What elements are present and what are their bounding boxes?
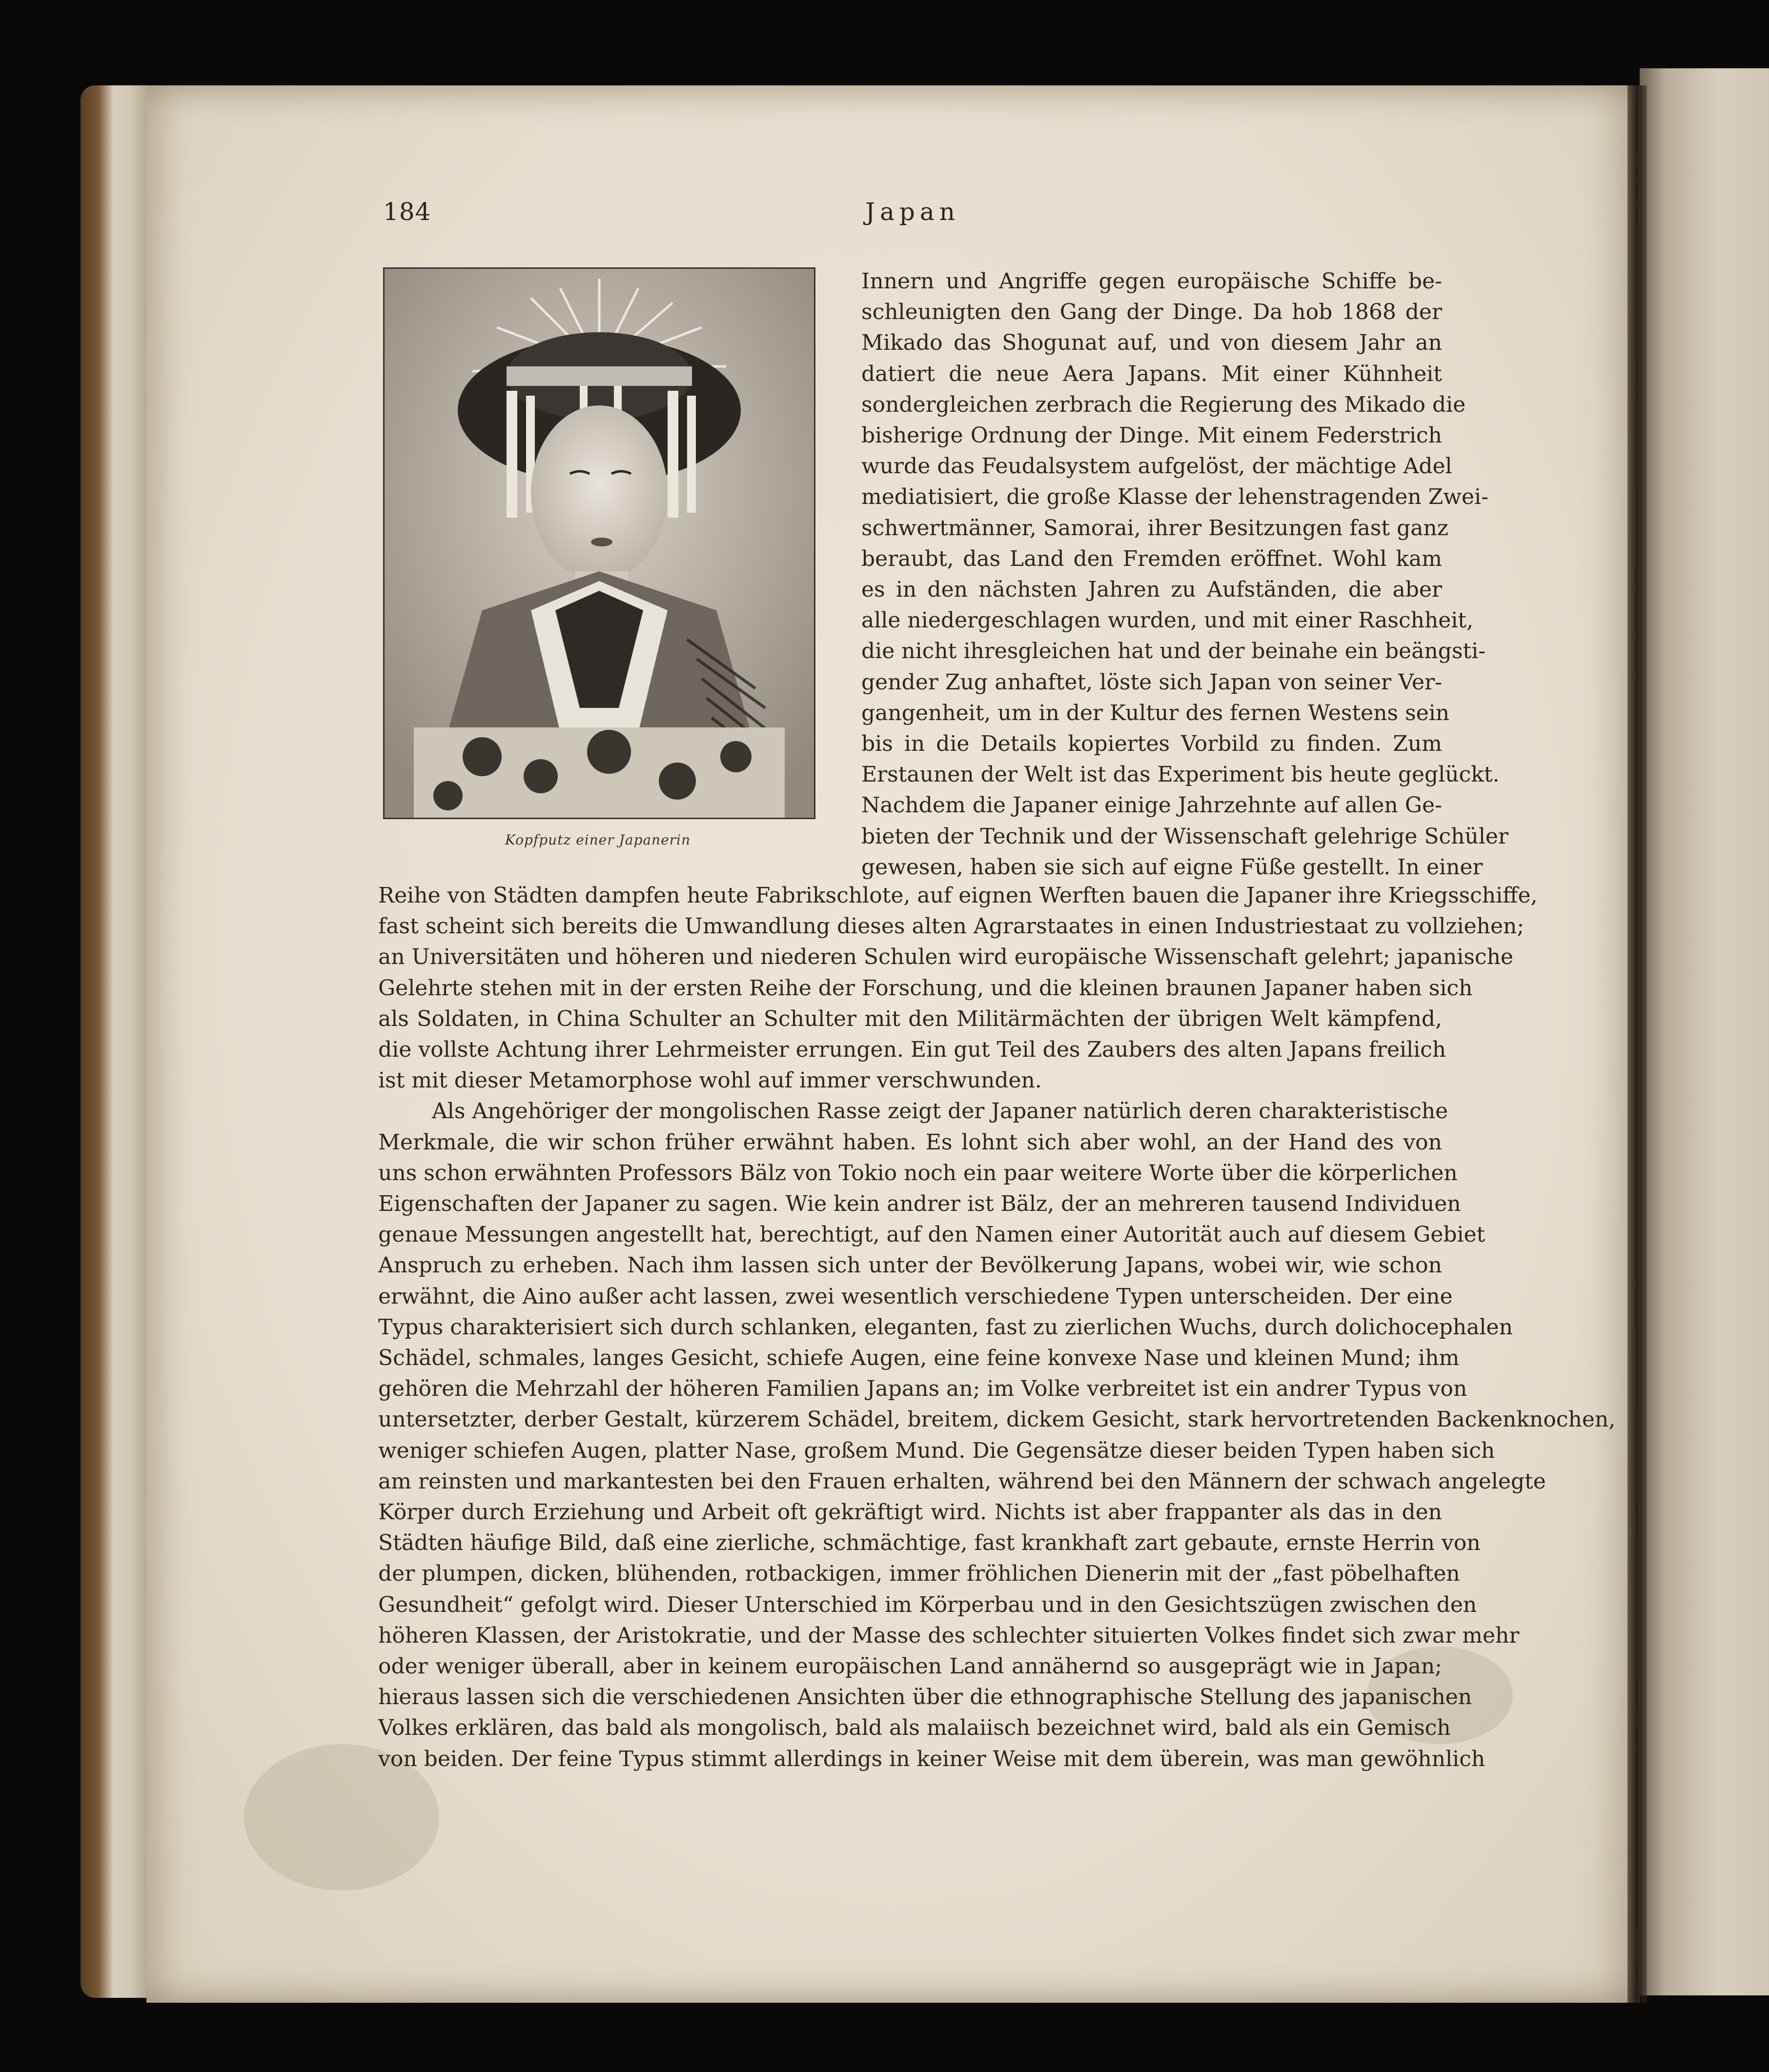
text-line: ist mit dieser Metamorphose wohl auf immer verschwunden. <box>378 1068 1042 1093</box>
text-line: Anspruch zu erheben. Nach ihm lassen sich unter der Bevölkerung Japans, wobei wir, wie schon <box>378 1253 1442 1278</box>
text-line: erwähnt, die Aino außer acht lassen, zwei wesentlich verschiedene Typen unterscheiden. Der eine <box>378 1284 1453 1309</box>
text-line: bisherige Ordnung der Dinge. Mit einem Federstrich <box>861 423 1442 448</box>
text-line: uns schon erwähnten Professors Bälz von Tokio noch ein paar weitere Worte über die körperlichen <box>378 1160 1458 1186</box>
portrait-image <box>385 269 814 818</box>
book-gutter <box>1627 85 1647 2003</box>
text-line: Gesundheit“ gefolgt wird. Dieser Unterschied im Körperbau und in den Gesichtszügen zwischen den <box>378 1592 1477 1617</box>
text-line: der plumpen, dicken, blühenden, rotbackigen, immer fröhlichen Dienerin mit der „fast pöbelhaften <box>378 1561 1460 1587</box>
full-width-text <box>378 880 1616 1774</box>
right-column-text <box>861 266 1508 883</box>
page-number: 184 <box>383 198 431 226</box>
text-line: am reinsten und markantesten bei den Frauen erhalten, während bei den Männern der schwach angelegte <box>378 1469 1546 1494</box>
running-head: Japan <box>865 198 960 226</box>
text-line: Gelehrte stehen mit in der ersten Reihe der Forschung, und die kleinen braunen Japaner haben sich <box>378 975 1473 1001</box>
text-line: bis in die Details kopiertes Vorbild zu finden. Zum <box>861 731 1442 757</box>
figure-caption: Kopfputz einer Japanerin <box>505 832 691 848</box>
text-line: Innern und Angriffe gegen europäische Schiffe be- <box>861 269 1442 294</box>
text-line: an Universitäten und höheren und niederen Schulen wird europäische Wissenschaft gelehrt; japanische <box>378 945 1513 970</box>
text-line: hieraus lassen sich die verschiedenen Ansichten über die ethnographische Stellung des japanischen <box>378 1685 1472 1710</box>
text-line: sondergleichen zerbrach die Regierung des Mikado die <box>861 392 1466 417</box>
text-line: Städten häufige Bild, daß eine zierliche, schmächtige, fast krankhaft zart gebaute, ernste Herrin von <box>378 1530 1481 1556</box>
book-edge <box>81 85 154 1998</box>
next-page-edge <box>1640 68 1769 1995</box>
text-line: höheren Klassen, der Aristokratie, und der Masse des schlechter situierten Volkes findet sich zwar mehr <box>378 1623 1520 1648</box>
text-line: die nicht ihresgleichen hat und der beinahe ein beängsti- <box>861 639 1486 664</box>
text-line: fast scheint sich bereits die Umwandlung dieses alten Agrarstaates in einen Industriestaat zu vollziehen; <box>378 914 1525 939</box>
text-line: Erstaunen der Welt ist das Experiment bis heute geglückt. <box>861 762 1500 787</box>
text-line: Mikado das Shogunat auf, und von diesem Jahr an <box>861 330 1442 356</box>
text-line: untersetzter, derber Gestalt, kürzerem Schädel, breitem, dickem Gesicht, stark hervortretenden Backenknochen, <box>378 1407 1616 1432</box>
text-line: gender Zug anhaftet, löste sich Japan von seiner Ver- <box>861 669 1442 695</box>
text-line: Eigenschaften der Japaner zu sagen. Wie kein andrer ist Bälz, der an mehreren tausend Individuen <box>378 1191 1461 1217</box>
text-line: Volkes erklären, das bald als mongolisch, bald als malaiisch bezeichnet wird, bald als ein Gemisch <box>378 1715 1451 1741</box>
text-line: alle niedergeschlagen wurden, und mit einer Raschheit, <box>861 608 1474 633</box>
text-line: als Soldaten, in China Schulter an Schulter mit den Militärmächten der übrigen Welt kämpfend, <box>378 1006 1442 1031</box>
text-line: datiert die neue Aera Japans. Mit einer Kühnheit <box>861 361 1442 386</box>
text-line: es in den nächsten Jahren zu Aufständen, die aber <box>861 577 1442 603</box>
text-line: oder weniger überall, aber in keinem europäischen Land annähernd so ausgeprägt wie in Japan; <box>378 1654 1442 1679</box>
text-line: Als Angehöriger der mongolischen Rasse zeigt der Japaner natürlich deren charakteristische <box>432 1099 1448 1124</box>
text-line: wurde das Feudalsystem aufgelöst, der mächtige Adel <box>861 454 1452 479</box>
text-line: beraubt, das Land den Fremden eröffnet. Wohl kam <box>861 546 1442 571</box>
text-line: Merkmale, die wir schon früher erwähnt haben. Es lohnt sich aber wohl, an der Hand des von <box>378 1129 1442 1155</box>
text-line: weniger schiefen Augen, platter Nase, großem Mund. Die Gegensätze dieser beiden Typen haben sich <box>378 1438 1495 1463</box>
text-line: gewesen, haben sie sich auf eigne Füße gestellt. In einer <box>861 854 1483 880</box>
text-line: die vollste Achtung ihrer Lehrmeister errungen. Ein gut Teil des Zaubers des alten Japans freilich <box>378 1037 1446 1063</box>
portrait-illustration <box>383 267 815 819</box>
text-line: gehören die Mehrzahl der höheren Familien Japans an; im Volke verbreitet ist ein andrer Typus von <box>378 1376 1467 1402</box>
text-line: Körper durch Erziehung und Arbeit oft gekräftigt wird. Nichts ist aber frappanter als das in den <box>378 1500 1442 1525</box>
text-line: gangenheit, um in der Kultur des fernen Westens sein <box>861 700 1450 725</box>
page-header <box>383 198 1442 232</box>
text-line: schleunigten den Gang der Dinge. Da hob 1868 der <box>861 300 1442 325</box>
text-line: von beiden. Der feine Typus stimmt allerdings in keiner Weise mit dem überein, was man gewöhnlich <box>378 1746 1485 1771</box>
paragraph <box>378 1096 1616 1774</box>
text-line: Schädel, schmales, langes Gesicht, schiefe Augen, eine feine konvexe Nase und kleinen Mund; ihm <box>378 1346 1460 1371</box>
paragraph <box>378 880 1538 1096</box>
text-line: Reihe von Städten dampfen heute Fabrikschlote, auf eignen Werften bauen die Japaner ihre Kriegsschiffe, <box>378 883 1538 908</box>
text-line: bieten der Technik und der Wissenschaft gelehrige Schüler <box>861 824 1508 849</box>
text-line: mediatisiert, die große Klasse der lehenstragenden Zwei- <box>861 484 1488 510</box>
text-line: genaue Messungen angestellt hat, berechtigt, auf den Namen einer Autorität auch auf diesem Gebiet <box>378 1222 1485 1247</box>
text-line: schwertmänner, Samorai, ihrer Besitzungen fast ganz <box>861 515 1448 541</box>
text-line: Typus charakterisiert sich durch schlanken, eleganten, fast zu zierlichen Wuchs, durch dolichocephalen <box>378 1314 1513 1340</box>
text-line: Nachdem die Japaner einige Jahrzehnte auf allen Ge- <box>861 793 1442 818</box>
